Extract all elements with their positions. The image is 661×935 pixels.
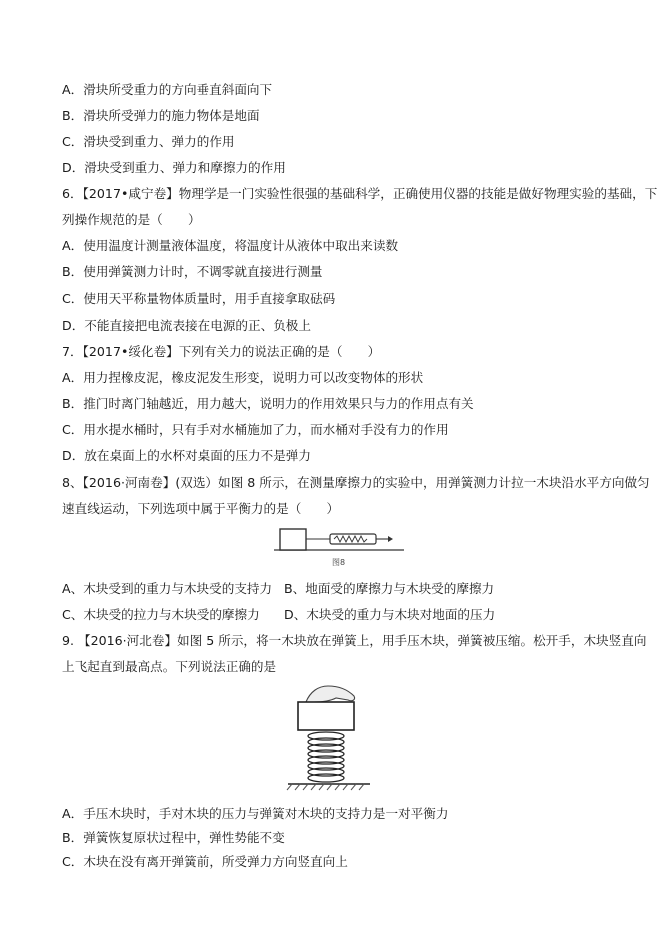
q5-option-c: C．滑块受到重力、弹力的作用 <box>62 134 235 149</box>
q8-stem-line2: 速直线运动，下列选项中属于平衡力的是（ ） <box>62 501 340 516</box>
figure-5-spring <box>308 732 344 782</box>
q6-option-c: C．使用天平称量物体质量时，用手直接拿取砝码 <box>62 291 336 306</box>
q9-stem-line1: 9. 【2016·河北卷】如图 5 所示，将一木块放在弹簧上，用手压木块，弹簧被压缩。松开手，木块竖直向 <box>62 633 647 648</box>
q5-option-a: A．滑块所受重力的方向垂直斜面向下 <box>62 82 273 97</box>
q9-option-b: B．弹簧恢复原状过程中，弹性势能不变 <box>62 830 285 845</box>
figure-8-arrow <box>388 536 393 542</box>
q7-option-c: C．用水提水桶时，只有手对水桶施加了力，而水桶对手没有力的作用 <box>62 422 449 437</box>
q5-option-b: B．滑块所受弹力的施力物体是地面 <box>62 108 260 123</box>
q8-option-c: C、木块受的拉力与木块受的摩擦力 <box>62 607 260 622</box>
q6-stem-line2: 列操作规范的是（ ） <box>62 212 201 227</box>
q8-option-a: A、木块受到的重力与木块受的支持力 <box>62 581 273 596</box>
q8-option-b: B、地面受的摩擦力与木块受的摩擦力 <box>284 581 495 596</box>
q9-stem-line2: 上飞起直到最高点。下列说法正确的是 <box>62 659 277 674</box>
figure-8-caption: 图8 <box>332 558 346 567</box>
figure-5-ground-hatch <box>287 784 364 790</box>
q9-option-a: A．手压木块时，手对木块的压力与弹簧对木块的支持力是一对平衡力 <box>62 806 449 821</box>
q7-stem: 7．【2017•绥化卷】下列有关力的说法正确的是（ ） <box>62 344 381 359</box>
figure-5-block <box>298 702 354 730</box>
q7-option-d: D．放在桌面上的水杯对桌面的压力不是弹力 <box>62 448 311 463</box>
q8-option-d: D、木块受的重力与木块对地面的压力 <box>284 607 496 622</box>
q6-option-b: B．使用弹簧测力计时，不调零就直接进行测量 <box>62 264 323 279</box>
figure-8-block <box>280 529 306 550</box>
q6-option-a: A．使用温度计测量液体温度，将温度计从液体中取出来读数 <box>62 238 399 253</box>
figure-5-hand-block-spring <box>284 680 374 792</box>
q5-option-d: D．滑块受到重力、弹力和摩擦力的作用 <box>62 160 286 175</box>
q7-option-b: B．推门时离门轴越近，用力越大，说明力的作用效果只与力的作用点有关 <box>62 396 474 411</box>
hand-icon <box>306 686 355 702</box>
q8-stem-line1: 8、【2016·河南卷】(双选）如图 8 所示，在测量摩擦力的实验中，用弹簧测力计拉一木块沿水平方向做匀 <box>62 475 650 490</box>
q6-stem-line1: 6．【2017•咸宁卷】物理学是一门实验性很强的基础科学，正确使用仪器的技能是做好物理实验的基础，下 <box>62 186 658 201</box>
q6-option-d: D．不能直接把电流表接在电源的正、负极上 <box>62 318 311 333</box>
figure-8-spring-scale-block <box>272 524 406 568</box>
q9-option-c: C．木块在没有离开弹簧前，所受弹力方向竖直向上 <box>62 854 348 869</box>
q7-option-a: A．用力捏橡皮泥，橡皮泥发生形变，说明力可以改变物体的形状 <box>62 370 424 385</box>
